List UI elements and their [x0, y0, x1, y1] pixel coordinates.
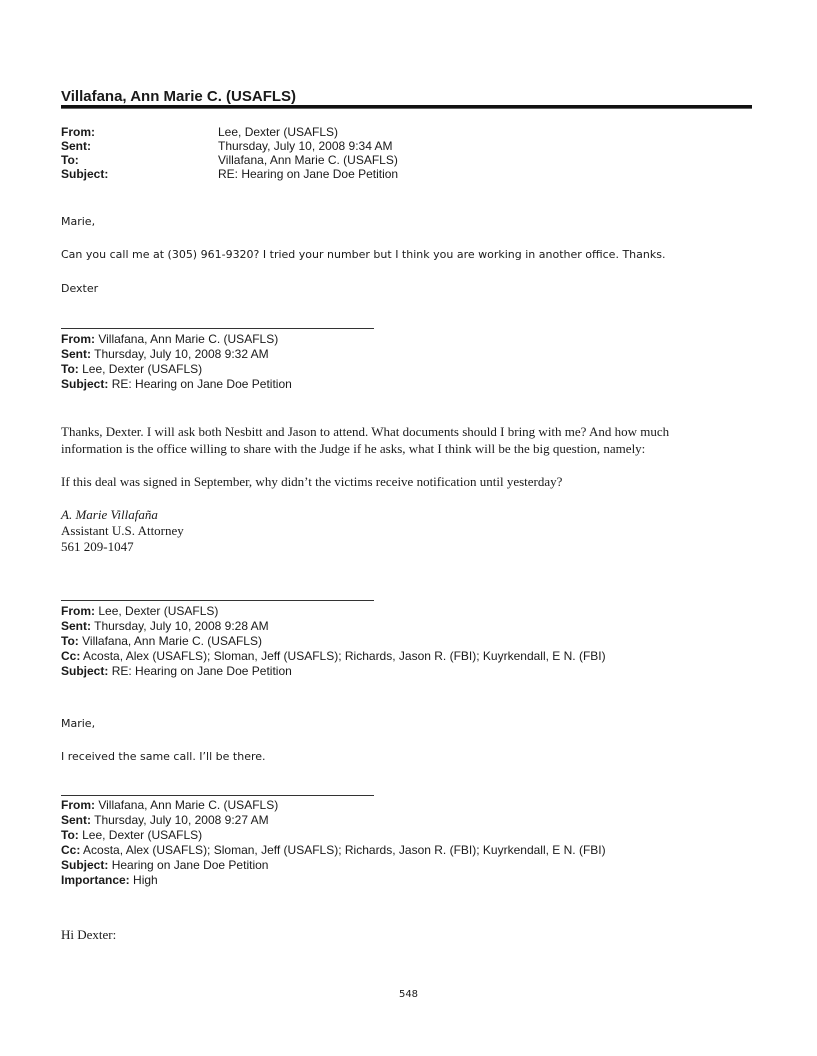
- msg4-subject-row: [61, 858, 606, 873]
- msg2-subject-row: [61, 377, 292, 392]
- msg2-from-label: From:: [61, 332, 95, 346]
- msg2-sent-label: Sent:: [61, 347, 91, 361]
- msg1-signature: Dexter: [61, 282, 99, 295]
- msg2-sig-phone: 561 209-1047: [61, 539, 134, 554]
- msg2-to-label: To:: [61, 362, 79, 376]
- msg2-from-row: [61, 332, 292, 347]
- msg3-subject-value: RE: Hearing on Jane Doe Petition: [111, 664, 292, 678]
- header-to-label: To:: [61, 153, 79, 167]
- owner-divider-thin: [61, 108, 752, 109]
- msg2-sig-title: Assistant U.S. Attorney: [61, 523, 184, 538]
- msg4-greeting: Hi Dexter:: [61, 927, 117, 942]
- msg4-subject-label: Subject:: [61, 858, 109, 872]
- header-sent-label: Sent:: [61, 139, 91, 153]
- msg2-body-line2: information is the office willing to share with the Judge if he asks, what I think will be the big question, namely:: [61, 441, 646, 456]
- msg3-from-label: From:: [61, 604, 95, 618]
- msg3-subject-label: Subject:: [61, 664, 109, 678]
- msg3-body: I received the same call. I’ll be there.: [61, 750, 266, 763]
- msg1-body: Can you call me at (305) 961-9320? I tried your number but I think you are working in another office. Thanks.: [61, 248, 666, 261]
- msg2-sent-value: Thursday, July 10, 2008 9:32 AM: [94, 347, 269, 361]
- msg2-to-value: Lee, Dexter (USAFLS): [82, 362, 203, 376]
- msg4-from-value: Villafana, Ann Marie C. (USAFLS): [98, 798, 279, 812]
- header-sent-row: [61, 139, 398, 153]
- msg4-from-label: From:: [61, 798, 95, 812]
- msg4-to-label: To:: [61, 828, 79, 842]
- msg2-separator: [61, 328, 374, 329]
- header-from-value: Lee, Dexter (USAFLS): [218, 125, 339, 139]
- msg4-cc-value: Acosta, Alex (USAFLS); Sloman, Jeff (USAFLS); Richards, Jason R. (FBI); Kuyrkendall, E N. (FBI): [83, 843, 606, 857]
- msg2-sig-name: A. Marie Villafaña: [61, 507, 158, 522]
- msg2-from-value: Villafana, Ann Marie C. (USAFLS): [98, 332, 279, 346]
- header-to-row: [61, 153, 398, 167]
- msg4-sent-row: [61, 813, 606, 828]
- msg3-header: [61, 604, 606, 679]
- msg3-sent-label: Sent:: [61, 619, 91, 633]
- header-from-row: [61, 125, 398, 139]
- msg4-cc-row: [61, 843, 606, 858]
- header-subject-row: [61, 167, 398, 181]
- msg2-body-line1: Thanks, Dexter. I will ask both Nesbitt and Jason to attend. What documents should I bring with me? And how much: [61, 424, 670, 439]
- msg4-from-row: [61, 798, 606, 813]
- msg3-cc-label: Cc:: [61, 649, 81, 663]
- header-subject-label: Subject:: [61, 167, 109, 181]
- msg1-greeting: Marie,: [61, 215, 96, 228]
- msg4-sent-value: Thursday, July 10, 2008 9:27 AM: [94, 813, 269, 827]
- msg4-importance-label: Importance:: [61, 873, 130, 887]
- msg3-from-value: Lee, Dexter (USAFLS): [98, 604, 219, 618]
- msg4-sent-label: Sent:: [61, 813, 91, 827]
- msg2-sent-row: [61, 347, 292, 362]
- email-header: [61, 125, 398, 181]
- msg2-header: [61, 332, 292, 392]
- header-from-label: From:: [61, 125, 95, 139]
- msg3-sent-row: [61, 619, 606, 634]
- msg3-subject-row: [61, 664, 606, 679]
- msg3-to-row: [61, 634, 606, 649]
- msg3-cc-value: Acosta, Alex (USAFLS); Sloman, Jeff (USAFLS); Richards, Jason R. (FBI); Kuyrkendall, E N. (FBI): [83, 649, 606, 663]
- mailbox-owner-name: Villafana, Ann Marie C. (USAFLS): [61, 88, 297, 105]
- msg3-to-label: To:: [61, 634, 79, 648]
- msg4-header: [61, 798, 606, 888]
- msg3-to-value: Villafana, Ann Marie C. (USAFLS): [82, 634, 262, 648]
- msg4-to-row: [61, 828, 606, 843]
- page-number: 548: [398, 989, 419, 1000]
- msg3-sent-value: Thursday, July 10, 2008 9:28 AM: [94, 619, 269, 633]
- msg3-greeting: Marie,: [61, 717, 96, 730]
- header-sent-value: Thursday, July 10, 2008 9:34 AM: [218, 139, 393, 153]
- msg4-cc-label: Cc:: [61, 843, 81, 857]
- msg4-importance-row: [61, 873, 606, 888]
- msg4-to-value: Lee, Dexter (USAFLS): [82, 828, 203, 842]
- msg2-body-line3: If this deal was signed in September, why didn’t the victims receive notification until yesterday?: [61, 474, 563, 489]
- header-to-value: Villafana, Ann Marie C. (USAFLS): [218, 153, 398, 167]
- msg3-cc-row: [61, 649, 606, 664]
- header-subject-value: RE: Hearing on Jane Doe Petition: [218, 167, 399, 181]
- msg2-subject-label: Subject:: [61, 377, 109, 391]
- msg3-separator: [61, 600, 374, 601]
- msg4-importance-value: High: [133, 873, 158, 887]
- msg2-subject-value: RE: Hearing on Jane Doe Petition: [111, 377, 292, 391]
- msg3-from-row: [61, 604, 606, 619]
- msg4-subject-value: Hearing on Jane Doe Petition: [111, 858, 269, 872]
- msg2-to-row: [61, 362, 292, 377]
- msg4-separator: [61, 795, 374, 796]
